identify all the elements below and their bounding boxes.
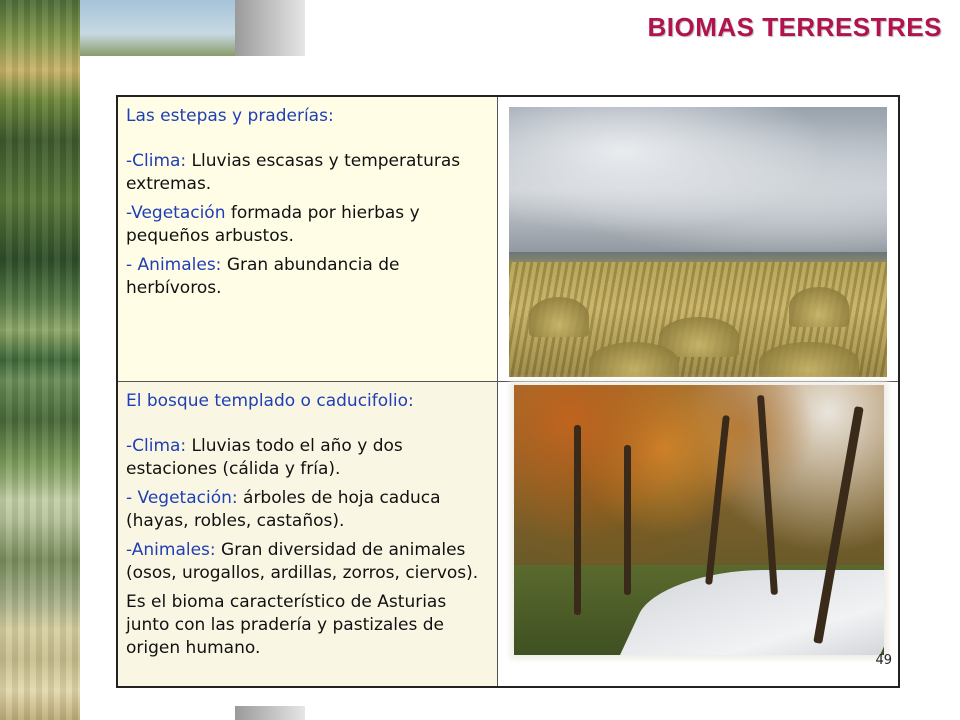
forest-animales	[126, 539, 489, 585]
grass-tuft	[759, 342, 859, 377]
forest-heading: El bosque templado o caducifolio:	[126, 391, 414, 411]
table-row-forest	[118, 382, 898, 686]
steppe-heading: Las estepas y praderías:	[126, 106, 334, 126]
forest-canopy	[514, 385, 884, 565]
steppe-animales	[126, 254, 489, 300]
steppe-grassland-photo	[509, 107, 887, 377]
decorative-biome-photo-strip	[0, 0, 80, 720]
vegetacion-label: - Vegetación:	[126, 488, 238, 508]
steppe-clima	[126, 150, 489, 196]
table-row-steppe	[118, 97, 898, 382]
tree-trunk	[574, 425, 581, 615]
forest-clima	[126, 435, 489, 481]
deciduous-forest-photo	[514, 385, 884, 655]
clima-text: Lluvias todo el año y dos estaciones (cálida y fría).	[126, 436, 403, 479]
biome-table	[116, 95, 900, 688]
decorative-sky-photo	[80, 0, 235, 56]
steppe-sky	[509, 107, 887, 257]
clima-text: Lluvias escasas y temperaturas extremas.	[126, 151, 461, 194]
steppe-vegetacion	[126, 202, 489, 248]
steppe-description-cell	[118, 97, 498, 381]
forest-vegetacion	[126, 487, 489, 533]
grass-tuft	[529, 297, 589, 337]
clima-label: -Clima:	[126, 436, 187, 456]
animales-label: -Animales:	[126, 540, 216, 560]
clima-label: -Clima:	[126, 151, 187, 171]
forest-description-cell	[118, 382, 498, 686]
grass-tuft	[589, 342, 679, 377]
page-number: 49	[875, 653, 892, 668]
decorative-gray-bar-bottom	[235, 706, 305, 720]
vegetacion-text: árboles de hoja caduca (hayas, robles, castaños).	[126, 488, 441, 531]
slide-title: BIOMAS TERRESTRES	[647, 12, 942, 42]
animales-text: Gran diversidad de animales (osos, urogallos, ardillas, zorros, ciervos).	[126, 540, 479, 583]
vegetacion-text: formada por hierbas y pequeños arbustos.	[126, 203, 420, 246]
forest-extra-note: Es el bioma característico de Asturias junto con las pradería y pastizales de origen humano.	[126, 592, 447, 658]
steppe-image-cell	[498, 97, 898, 381]
vegetacion-label: -Vegetación	[126, 203, 226, 223]
animales-text: Gran abundancia de herbívoros.	[126, 255, 400, 298]
animales-label: - Animales:	[126, 255, 222, 275]
grass-tuft	[789, 287, 849, 327]
forest-image-cell	[498, 382, 898, 686]
decorative-gray-bar-top	[235, 0, 305, 56]
tree-trunk	[624, 445, 631, 595]
